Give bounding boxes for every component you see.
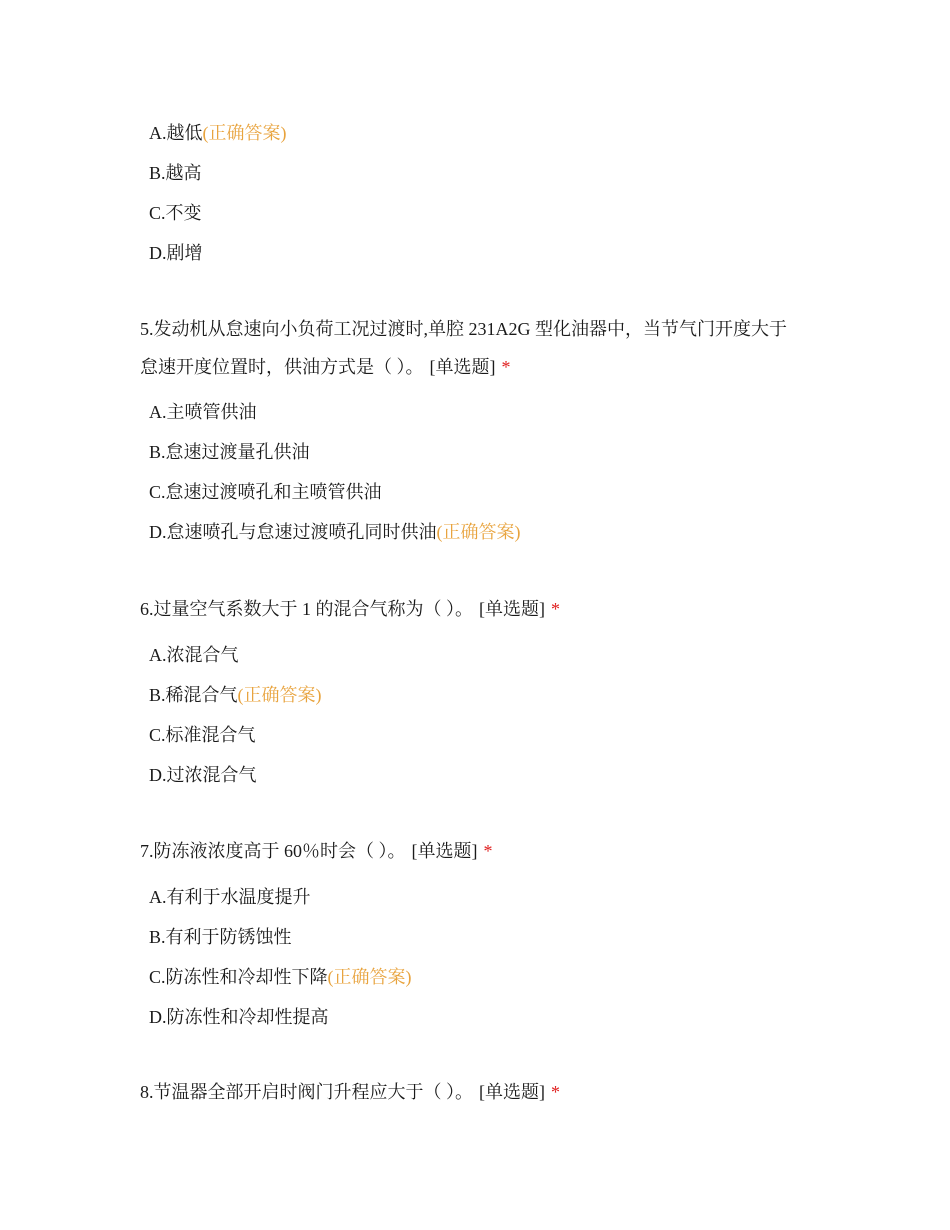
option-text: B.稀混合气 bbox=[149, 685, 238, 705]
option-b bbox=[140, 917, 820, 957]
correct-answer-mark: (正确答案) bbox=[436, 522, 521, 542]
option-c bbox=[140, 193, 820, 233]
option-text: D.怠速喷孔与怠速过渡喷孔同时供油 bbox=[149, 522, 437, 542]
option-a bbox=[140, 635, 820, 675]
required-mark: * bbox=[501, 357, 511, 377]
option-text: B.越高 bbox=[149, 163, 202, 183]
question-6 bbox=[140, 590, 820, 795]
question-8 bbox=[140, 1073, 820, 1111]
question-title bbox=[140, 310, 820, 386]
option-text: A.越低 bbox=[149, 123, 203, 143]
options-list bbox=[140, 392, 820, 552]
correct-answer-mark: (正确答案) bbox=[237, 685, 322, 705]
option-a bbox=[140, 877, 820, 917]
question-title-line1: 5.发动机从怠速向小负荷工况过渡时,单腔 231A2G 型化油器中，当节气门开度大于 bbox=[140, 319, 787, 339]
option-text: B.怠速过渡量孔供油 bbox=[149, 442, 310, 462]
option-d bbox=[140, 233, 820, 273]
option-text: C.防冻性和冷却性下降 bbox=[149, 967, 328, 987]
option-text: C.标准混合气 bbox=[149, 725, 256, 745]
required-mark: * bbox=[483, 841, 493, 861]
question-type: [单选题] bbox=[479, 1082, 545, 1102]
options-list bbox=[140, 113, 820, 273]
option-text: C.怠速过渡喷孔和主喷管供油 bbox=[149, 482, 382, 502]
question-title bbox=[140, 590, 820, 628]
option-c bbox=[140, 472, 820, 512]
question-title-text: 6.过量空气系数大于 1 的混合气称为（ ）。 bbox=[140, 599, 473, 619]
question-type: [单选题] bbox=[411, 841, 478, 861]
option-b bbox=[140, 153, 820, 193]
question-5 bbox=[140, 310, 820, 552]
option-text: B.有利于防锈蚀性 bbox=[149, 927, 292, 947]
question-type: [单选题] bbox=[429, 357, 496, 377]
option-c bbox=[140, 715, 820, 755]
option-b bbox=[140, 675, 820, 715]
option-b bbox=[140, 432, 820, 472]
required-mark: * bbox=[551, 1082, 560, 1102]
question-title-text: 7.防冻液浓度高于 60％时会（ ）。 bbox=[140, 841, 406, 861]
question-title bbox=[140, 832, 820, 870]
required-mark: * bbox=[551, 599, 560, 619]
question-title-text: 8.节温器全部开启时阀门升程应大于（ ）。 bbox=[140, 1082, 473, 1102]
option-d bbox=[140, 512, 820, 552]
option-text: A.浓混合气 bbox=[149, 645, 239, 665]
question-title-line2: 怠速开度位置时，供油方式是（ ）。 bbox=[140, 357, 424, 377]
option-text: C.不变 bbox=[149, 203, 202, 223]
question-title bbox=[140, 1073, 820, 1111]
option-d bbox=[140, 755, 820, 795]
options-list bbox=[140, 635, 820, 795]
option-a bbox=[140, 113, 820, 153]
option-text: A.有利于水温度提升 bbox=[149, 887, 311, 907]
option-text: D.剧增 bbox=[149, 243, 203, 263]
option-a bbox=[140, 392, 820, 432]
question-type: [单选题] bbox=[479, 599, 545, 619]
option-text: D.防冻性和冷却性提高 bbox=[149, 1007, 329, 1027]
option-text: A.主喷管供油 bbox=[149, 402, 257, 422]
correct-answer-mark: (正确答案) bbox=[202, 123, 287, 143]
question-7 bbox=[140, 832, 820, 1037]
option-d bbox=[140, 997, 820, 1037]
question-4-continued bbox=[140, 113, 820, 273]
option-text: D.过浓混合气 bbox=[149, 765, 257, 785]
option-c bbox=[140, 957, 820, 997]
correct-answer-mark: (正确答案) bbox=[327, 967, 412, 987]
options-list bbox=[140, 877, 820, 1037]
